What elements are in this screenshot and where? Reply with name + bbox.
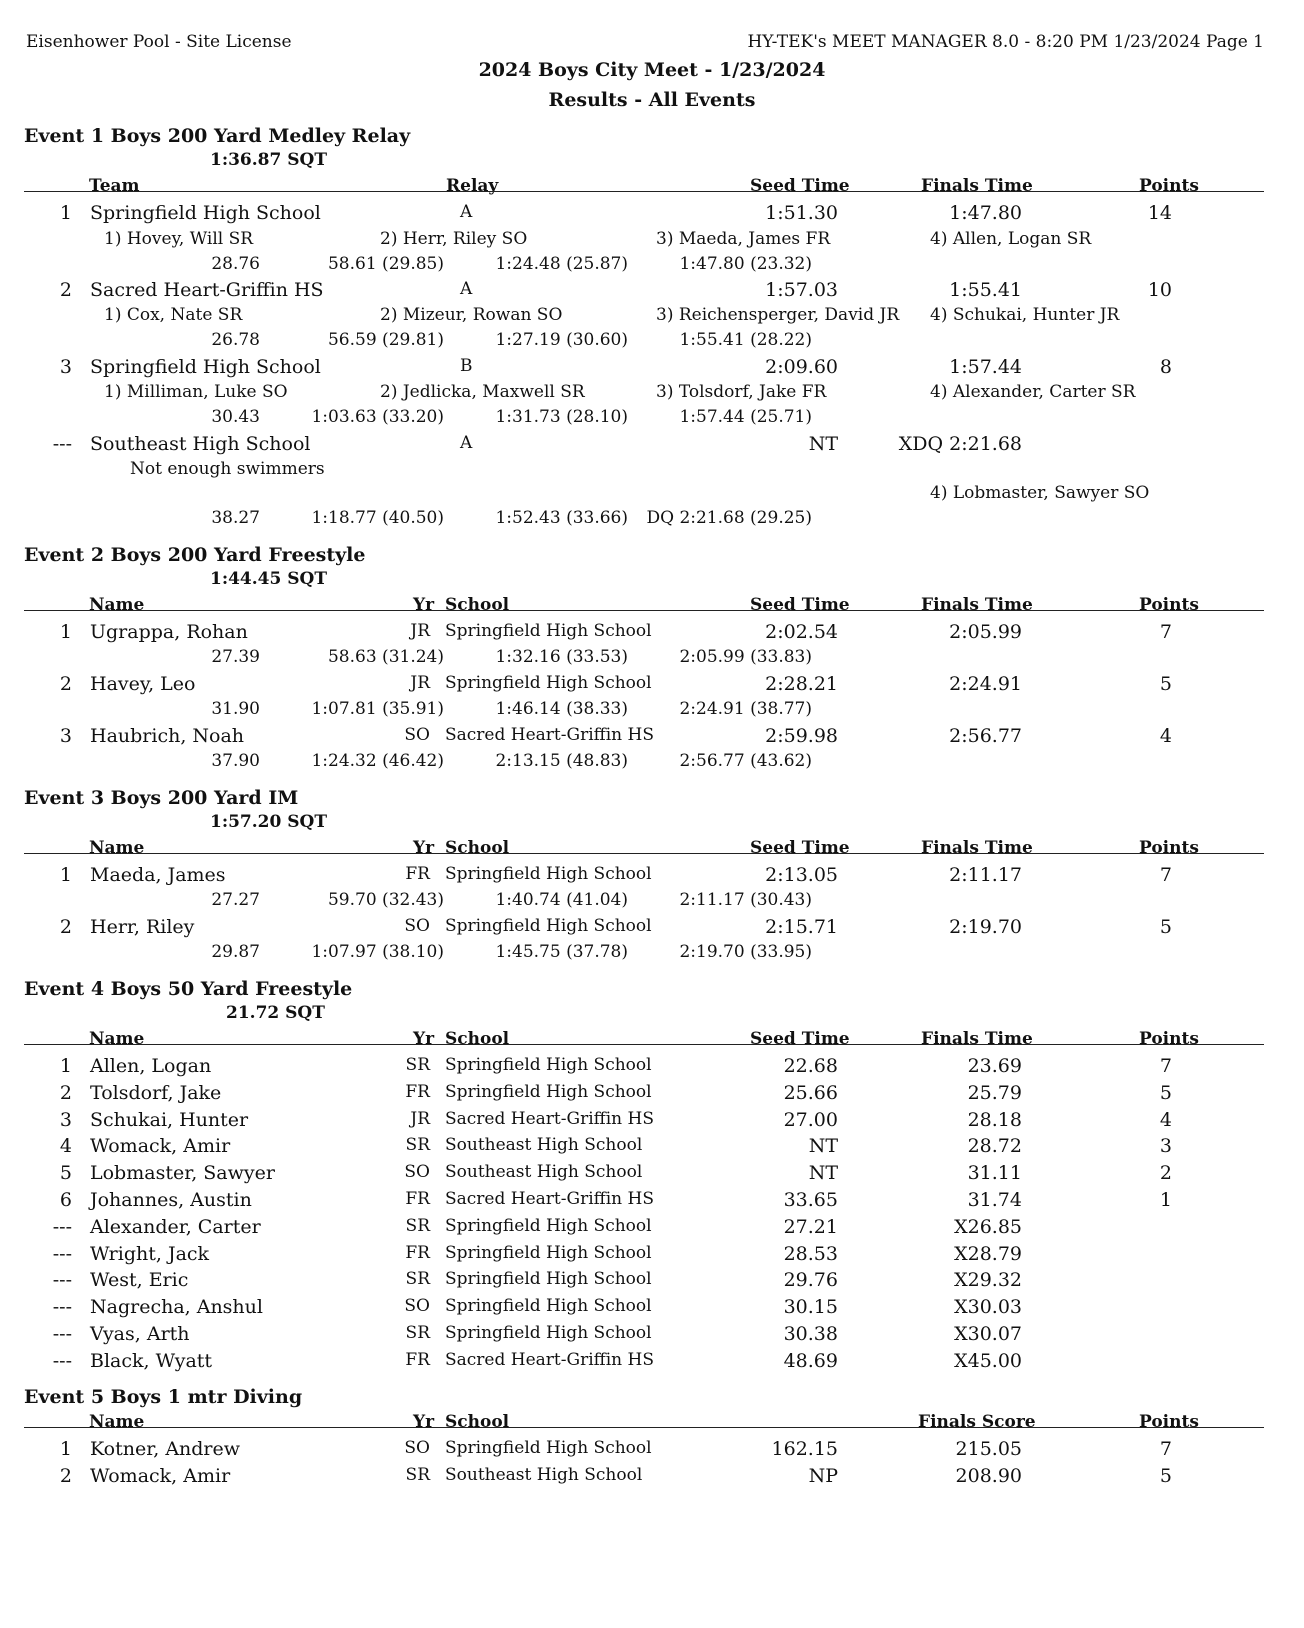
header-rule: [24, 853, 1264, 854]
qualifying-standard: 21.72 SQT: [226, 1003, 325, 1023]
finals-time: X28.79: [954, 1242, 1022, 1265]
place: 2: [59, 1465, 72, 1487]
place: ---: [52, 433, 72, 455]
class-year: SO: [404, 1438, 430, 1458]
column-header-finals-time: Finals Time: [921, 1029, 1033, 1049]
place: ---: [52, 1323, 72, 1345]
points: 8: [1159, 356, 1172, 378]
swimmer-name: Womack, Amir: [90, 1135, 231, 1158]
finals-time: 31.11: [967, 1162, 1022, 1185]
header-rule: [24, 1044, 1264, 1045]
column-header-school: School: [445, 838, 510, 858]
points: 7: [1159, 621, 1172, 643]
seed-time: 48.69: [783, 1349, 838, 1372]
finals-time: 1:55.41: [949, 279, 1022, 301]
place: ---: [52, 1269, 72, 1292]
column-header-yr: Yr: [413, 1029, 435, 1049]
swimmer-name: Havey, Leo: [90, 673, 196, 695]
place: 1: [59, 202, 72, 224]
column-header-finals-time: Finals Time: [921, 176, 1033, 196]
points: 2: [1159, 1162, 1172, 1185]
split: 30.43: [211, 407, 260, 427]
team-name: Springfield High School: [90, 356, 321, 378]
seed-time: NT: [808, 1162, 838, 1185]
split: 27.39: [211, 647, 260, 667]
column-header-finals-time: Finals Time: [921, 838, 1033, 858]
column-header-points: Points: [1139, 1412, 1199, 1432]
swimmer-name: Nagrecha, Anshul: [90, 1296, 263, 1319]
column-header-yr: Yr: [413, 838, 435, 858]
split: 58.61 (29.85): [327, 254, 444, 274]
swimmer-name: Herr, Riley: [90, 916, 195, 938]
seed-time: 27.21: [783, 1215, 838, 1238]
finals-time: X30.07: [954, 1323, 1022, 1345]
qualifying-standard: 1:44.45 SQT: [210, 569, 327, 589]
column-header-seed-time: Seed Time: [750, 176, 850, 196]
place: 1: [59, 621, 72, 643]
seed-time: 2:59.98: [765, 725, 838, 747]
finals-time: X26.85: [954, 1215, 1022, 1238]
swimmer-name: Maeda, James: [90, 864, 226, 886]
relay-swimmer: 1) Milliman, Luke SO: [104, 382, 288, 402]
school: Sacred Heart-Griffin HS: [445, 725, 654, 745]
column-header-relay: Relay: [446, 176, 499, 196]
seed-time: 2:15.71: [765, 916, 838, 938]
place: 3: [59, 725, 72, 747]
swimmer-name: Schukai, Hunter: [90, 1108, 249, 1131]
split: 1:27.19 (30.60): [495, 330, 628, 350]
points: 5: [1159, 673, 1172, 695]
place: ---: [52, 1296, 72, 1319]
relay-swimmer: 2) Jedlicka, Maxwell SR: [380, 382, 585, 402]
school: Springfield High School: [445, 1438, 652, 1458]
finals-time: 2:05.99: [949, 621, 1022, 643]
column-header-name: Name: [89, 595, 145, 615]
column-header-seed-time: Seed Time: [750, 838, 850, 858]
split: 1:55.41 (28.22): [679, 330, 812, 350]
swimmer-name: Johannes, Austin: [90, 1189, 252, 1211]
place: 1: [59, 864, 72, 886]
school: Springfield High School: [445, 673, 652, 693]
seed-time: NT: [808, 433, 838, 455]
split: 1:24.48 (25.87): [495, 254, 628, 274]
team-name: Sacred Heart-Griffin HS: [90, 279, 324, 301]
swimmer-name: Womack, Amir: [90, 1465, 231, 1487]
event-title: Event 2 Boys 200 Yard Freestyle: [24, 544, 366, 566]
finals-time: 28.72: [967, 1135, 1022, 1158]
finals-time: XDQ 2:21.68: [898, 433, 1022, 455]
class-year: SO: [404, 1296, 430, 1317]
school: Springfield High School: [445, 621, 652, 641]
split: 1:07.81 (35.91): [311, 699, 444, 719]
seed-time: 29.76: [783, 1269, 838, 1292]
column-header-yr: Yr: [413, 1412, 435, 1432]
class-year: JR: [410, 621, 430, 641]
qualifying-standard: 1:57.20 SQT: [210, 812, 327, 832]
class-year: SO: [404, 916, 430, 936]
class-year: SR: [405, 1269, 430, 1290]
class-year: FR: [405, 1349, 430, 1370]
class-year: JR: [410, 1108, 430, 1129]
event-title: Event 4 Boys 50 Yard Freestyle: [24, 978, 353, 1000]
event-title: Event 5 Boys 1 mtr Diving: [24, 1386, 303, 1408]
class-year: SR: [405, 1135, 430, 1156]
column-header-name: Name: [89, 838, 145, 858]
finals-time: 215.05: [955, 1438, 1022, 1460]
class-year: SR: [405, 1055, 430, 1075]
results-subtitle: Results - All Events: [548, 89, 756, 111]
place: 5: [59, 1162, 72, 1185]
finals-time: 2:24.91: [949, 673, 1022, 695]
split: 27.27: [211, 890, 260, 910]
relay-swimmer: 3) Maeda, James FR: [656, 229, 831, 249]
column-header-name: Name: [89, 1029, 145, 1049]
place: 2: [59, 1081, 72, 1104]
swimmer-name: Wright, Jack: [90, 1242, 210, 1265]
points: 7: [1159, 864, 1172, 886]
finals-time: X45.00: [954, 1349, 1022, 1372]
split: 1:45.75 (37.78): [495, 942, 628, 962]
points: 7: [1159, 1438, 1172, 1460]
seed-time: 27.00: [783, 1108, 838, 1131]
event-title: Event 3 Boys 200 Yard IM: [24, 787, 299, 809]
place: 3: [59, 356, 72, 378]
school: Springfield High School: [445, 1081, 652, 1102]
school: Sacred Heart-Griffin HS: [445, 1189, 654, 1209]
split: 37.90: [211, 751, 260, 771]
points: 7: [1159, 1055, 1172, 1077]
split: 59.70 (32.43): [327, 890, 444, 910]
finals-time: 1:47.80: [949, 202, 1022, 224]
finals-time: X30.03: [954, 1296, 1022, 1319]
split: 31.90: [211, 699, 260, 719]
relay-letter: A: [460, 279, 473, 299]
split: 1:32.16 (33.53): [495, 647, 628, 667]
seed-time: 2:28.21: [765, 673, 838, 695]
header-rule: [24, 1427, 1264, 1428]
seed-time: 30.38: [783, 1323, 838, 1345]
relay-swimmer: 3) Reichensperger, David JR: [656, 305, 900, 325]
team-name: Springfield High School: [90, 202, 321, 224]
column-header-seed-time: Seed Time: [750, 595, 850, 615]
finals-time: 2:19.70: [949, 916, 1022, 938]
relay-swimmer: 3) Tolsdorf, Jake FR: [656, 382, 827, 402]
seed-time: 162.15: [771, 1438, 838, 1460]
split: 1:03.63 (33.20): [311, 407, 444, 427]
finals-time: 31.74: [967, 1189, 1022, 1211]
swimmer-name: Allen, Logan: [90, 1055, 212, 1077]
swimmer-name: Tolsdorf, Jake: [90, 1081, 222, 1104]
seed-time: 33.65: [783, 1189, 838, 1211]
split: 29.87: [211, 942, 260, 962]
points: 10: [1147, 279, 1172, 301]
points: 5: [1159, 1465, 1172, 1487]
qualifying-standard: 1:36.87 SQT: [210, 150, 327, 170]
finals-time: X29.32: [954, 1269, 1022, 1292]
place: 1: [59, 1055, 72, 1077]
points: 5: [1159, 1081, 1172, 1104]
relay-swimmer: 1) Hovey, Will SR: [104, 229, 254, 249]
column-header-yr: Yr: [413, 595, 435, 615]
place: ---: [52, 1242, 72, 1265]
relay-swimmer: 4) Allen, Logan SR: [930, 229, 1092, 249]
place: 2: [59, 279, 72, 301]
column-header-seed-time: Seed Time: [750, 1029, 850, 1049]
class-year: FR: [405, 864, 430, 884]
split: 1:47.80 (23.32): [679, 254, 812, 274]
points: 4: [1159, 725, 1172, 747]
place: 6: [59, 1189, 72, 1211]
points: 14: [1147, 202, 1172, 224]
split: 56.59 (29.81): [327, 330, 444, 350]
points: 5: [1159, 916, 1172, 938]
header-rule: [24, 191, 1264, 192]
school: Southeast High School: [445, 1162, 643, 1183]
split: 2:05.99 (33.83): [679, 647, 812, 667]
school: Springfield High School: [445, 1055, 652, 1075]
column-header-school: School: [445, 595, 510, 615]
header-rule: [24, 610, 1264, 611]
column-header-finals-time: Finals Time: [921, 595, 1033, 615]
dq-reason: Not enough swimmers: [130, 459, 325, 479]
relay-swimmer: 2) Herr, Riley SO: [380, 229, 528, 249]
seed-time: 1:51.30: [765, 202, 838, 224]
relay-swimmer: 2) Mizeur, Rowan SO: [380, 305, 563, 325]
column-header-points: Points: [1139, 838, 1199, 858]
school: Springfield High School: [445, 864, 652, 884]
split: 1:24.32 (46.42): [311, 751, 444, 771]
school: Springfield High School: [445, 1215, 652, 1236]
split: 2:56.77 (43.62): [679, 751, 812, 771]
finals-time: 2:56.77: [949, 725, 1022, 747]
school: Springfield High School: [445, 1269, 652, 1290]
school: Springfield High School: [445, 1323, 652, 1343]
class-year: FR: [405, 1081, 430, 1102]
split: 1:07.97 (38.10): [311, 942, 444, 962]
split: 38.27: [211, 508, 260, 528]
column-header-points: Points: [1139, 595, 1199, 615]
swimmer-name: Lobmaster, Sawyer: [90, 1162, 275, 1185]
swimmer-name: Ugrappa, Rohan: [90, 621, 248, 643]
class-year: FR: [405, 1189, 430, 1209]
place: ---: [52, 1349, 72, 1372]
place: 2: [59, 916, 72, 938]
relay-letter: B: [460, 356, 473, 376]
class-year: SO: [404, 1162, 430, 1183]
school: Sacred Heart-Griffin HS: [445, 1349, 654, 1370]
finals-time: 28.18: [967, 1108, 1022, 1131]
seed-time: 2:02.54: [765, 621, 838, 643]
seed-time: 2:13.05: [765, 864, 838, 886]
place: ---: [52, 1215, 72, 1238]
seed-time: 30.15: [783, 1296, 838, 1319]
school: Southeast High School: [445, 1465, 643, 1485]
split: 1:52.43 (33.66): [495, 508, 628, 528]
split: 1:18.77 (40.50): [311, 508, 444, 528]
finals-time: 1:57.44: [949, 356, 1022, 378]
seed-time: 22.68: [783, 1055, 838, 1077]
relay-swimmer: 4) Alexander, Carter SR: [930, 382, 1136, 402]
column-header-points: Points: [1139, 176, 1199, 196]
school: Springfield High School: [445, 1242, 652, 1263]
class-year: SR: [405, 1215, 430, 1236]
swimmer-name: Haubrich, Noah: [90, 725, 245, 747]
column-header-school: School: [445, 1412, 510, 1432]
split: 26.78: [211, 330, 260, 350]
team-name: Southeast High School: [90, 433, 311, 455]
points: 4: [1159, 1108, 1172, 1131]
column-header-team: Team: [89, 176, 140, 196]
software-header: HY-TEK's MEET MANAGER 8.0 - 8:20 PM 1/23/2024 Page 1: [747, 32, 1264, 52]
class-year: SR: [405, 1465, 430, 1485]
place: 1: [59, 1438, 72, 1460]
class-year: JR: [410, 673, 430, 693]
split: 1:31.73 (28.10): [495, 407, 628, 427]
school: Springfield High School: [445, 916, 652, 936]
swimmer-name: Black, Wyatt: [90, 1349, 213, 1372]
points: 3: [1159, 1135, 1172, 1158]
seed-time: NT: [808, 1135, 838, 1158]
relay-letter: A: [460, 433, 473, 453]
seed-time: NP: [808, 1465, 838, 1487]
place: 4: [59, 1135, 72, 1158]
split: DQ 2:21.68 (29.25): [646, 508, 812, 528]
split: 2:19.70 (33.95): [679, 942, 812, 962]
split: 1:57.44 (25.71): [679, 407, 812, 427]
event-title: Event 1 Boys 200 Yard Medley Relay: [24, 125, 411, 147]
relay-swimmer: 1) Cox, Nate SR: [104, 305, 243, 325]
class-year: SR: [405, 1323, 430, 1343]
relay-swimmer: 4) Schukai, Hunter JR: [930, 305, 1120, 325]
seed-time: 28.53: [783, 1242, 838, 1265]
finals-time: 25.79: [967, 1081, 1022, 1104]
split: 28.76: [211, 254, 260, 274]
split: 1:46.14 (38.33): [495, 699, 628, 719]
seed-time: 25.66: [783, 1081, 838, 1104]
finals-time: 2:11.17: [949, 864, 1022, 886]
points: 1: [1159, 1189, 1172, 1211]
finals-time: 23.69: [967, 1055, 1022, 1077]
swimmer-name: Vyas, Arth: [90, 1323, 190, 1345]
split: 2:11.17 (30.43): [679, 890, 812, 910]
split: 2:24.91 (38.77): [679, 699, 812, 719]
column-header-points: Points: [1139, 1029, 1199, 1049]
split: 2:13.15 (48.83): [495, 751, 628, 771]
swimmer-name: West, Eric: [90, 1269, 189, 1292]
split: 1:40.74 (41.04): [495, 890, 628, 910]
school: Southeast High School: [445, 1135, 643, 1156]
place: 3: [59, 1108, 72, 1131]
relay-letter: A: [460, 202, 473, 222]
swimmer-name: Alexander, Carter: [90, 1215, 261, 1238]
class-year: SO: [404, 725, 430, 745]
split: 58.63 (31.24): [327, 647, 444, 667]
school: Springfield High School: [445, 1296, 652, 1317]
swimmer-name: Kotner, Andrew: [90, 1438, 241, 1460]
relay-swimmer: 4) Lobmaster, Sawyer SO: [930, 483, 1150, 503]
seed-time: 2:09.60: [765, 356, 838, 378]
seed-time: 1:57.03: [765, 279, 838, 301]
column-header-school: School: [445, 1029, 510, 1049]
school: Sacred Heart-Griffin HS: [445, 1108, 654, 1129]
class-year: FR: [405, 1242, 430, 1263]
column-header-finals-score: Finals Score: [918, 1412, 1036, 1432]
finals-time: 208.90: [955, 1465, 1022, 1487]
site-license: Eisenhower Pool - Site License: [26, 32, 292, 52]
place: 2: [59, 673, 72, 695]
meet-title: 2024 Boys City Meet - 1/23/2024: [478, 59, 826, 81]
column-header-name: Name: [89, 1412, 145, 1432]
